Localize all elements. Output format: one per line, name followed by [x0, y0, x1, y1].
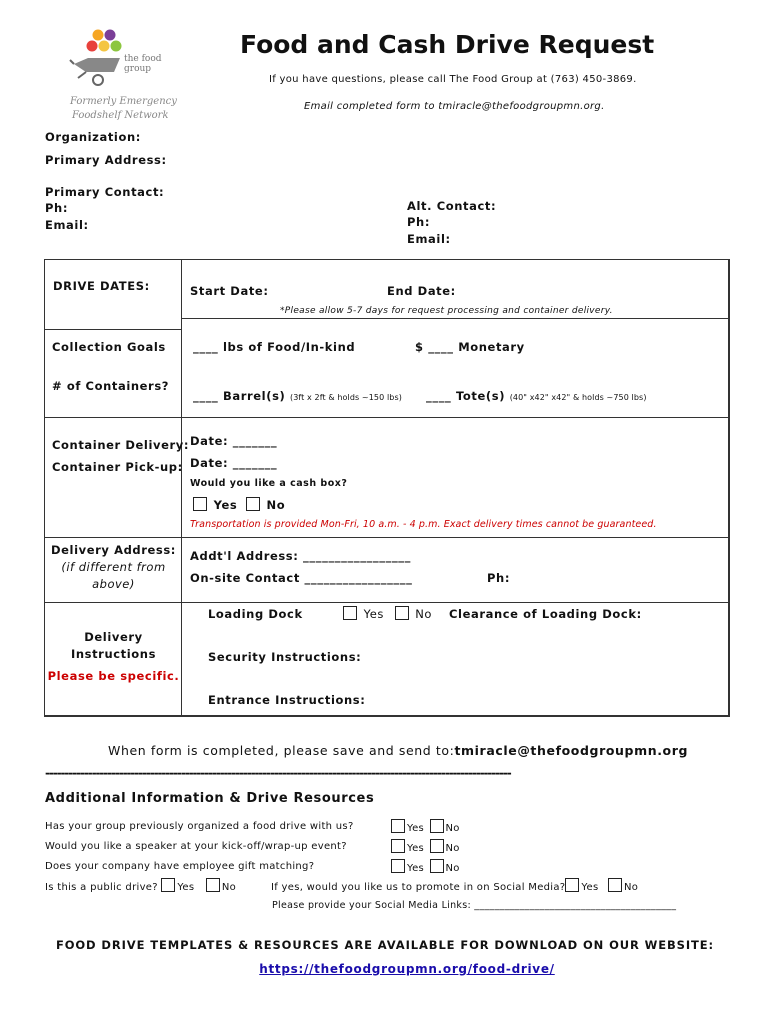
yes-label: Yes [581, 882, 599, 893]
row-divider [45, 537, 730, 538]
organization-label: Organization: [45, 130, 141, 144]
ph-label: Ph: [45, 201, 69, 215]
logo-formerly-1: Formerly Emergency [70, 96, 177, 107]
security-instructions-label: Security Instructions: [208, 650, 362, 664]
pickup-date-field[interactable]: Date: _______ [190, 456, 278, 470]
social-promote-row [271, 878, 638, 893]
send-line [108, 743, 688, 758]
email-label: Email: [45, 218, 89, 232]
be-specific-label: Please be specific. [47, 669, 180, 683]
public-drive-row [45, 878, 236, 893]
container-delivery-label: Container Delivery: [52, 438, 190, 452]
barrel-field[interactable] [193, 389, 402, 403]
gift-matching-options [391, 859, 460, 874]
email-line: Email completed form to tmiracle@thefoodgroupmn.org. [304, 101, 605, 112]
alt-contact-label: Alt. Contact: [407, 199, 497, 213]
prev-drive-yes-checkbox[interactable] [391, 819, 405, 833]
yes-label: Yes [407, 863, 425, 874]
send-prefix: When form is completed, please save and send to: [108, 743, 455, 758]
alt-email-label: Email: [407, 232, 451, 246]
social-links-field[interactable]: Please provide your Social Media Links: ________________________________________ [272, 900, 677, 911]
container-pickup-label: Container Pick-up: [52, 460, 183, 474]
question-prev-drive: Has your group previously organized a food drive with us? [45, 821, 354, 832]
no-label: No [266, 498, 286, 512]
delivery-date-field[interactable]: Date: _______ [190, 434, 278, 448]
alt-ph-label: Ph: [407, 215, 431, 229]
loading-dock-label: Loading Dock [208, 607, 303, 621]
tote-field[interactable] [426, 389, 647, 403]
logo-word: the food group [124, 54, 162, 74]
cash-box-yes-checkbox[interactable] [193, 497, 207, 511]
gift-matching-yes-checkbox[interactable] [391, 859, 405, 873]
logo-formerly-2: Foodshelf Network [72, 110, 169, 121]
speaker-no-checkbox[interactable] [430, 839, 444, 853]
above-label: above) [92, 577, 135, 591]
loading-dock-options [343, 606, 432, 621]
loading-dock-no-checkbox[interactable] [395, 606, 409, 620]
start-date-label: Start Date: [190, 284, 269, 298]
yes-label: Yes [407, 843, 425, 854]
phone-line: If you have questions, please call The Food Group at (763) 450-3869. [269, 74, 637, 85]
drive-dates-label: DRIVE DATES: [53, 279, 150, 293]
food-drive-link[interactable]: https://thefoodgroupmn.org/food-drive/ [259, 962, 555, 976]
onsite-ph-label: Ph: [487, 571, 511, 585]
entrance-instructions-label: Entrance Instructions: [208, 693, 366, 707]
primary-address-label: Primary Address: [45, 153, 167, 167]
social-yes-checkbox[interactable] [565, 878, 579, 892]
allow-note: *Please allow 5-7 days for request processing and container delivery. [280, 306, 613, 316]
no-label: No [445, 843, 460, 854]
question-public-drive: Is this a public drive? [45, 882, 158, 893]
prev-drive-options [391, 819, 460, 834]
if-different-label: (if different from [61, 560, 166, 574]
no-label: No [445, 863, 460, 874]
loading-dock-yes-checkbox[interactable] [343, 606, 357, 620]
cash-box-no-checkbox[interactable] [246, 497, 260, 511]
lbs-food-field[interactable]: ____ lbs of Food/In-kind [193, 340, 356, 354]
speaker-options [391, 839, 460, 854]
dash-separator: ------------------------------------------------------------------------------------------------------------------------ [45, 766, 511, 780]
addtl-address-field[interactable]: Addt'l Address: _________________ [190, 549, 412, 563]
tote-note: (40" x42" x42" & holds ~750 lbs) [509, 393, 647, 402]
row-divider [45, 329, 182, 330]
transport-note: Transportation is provided Mon-Fri, 10 a.m. - 4 p.m. Exact delivery times cannot be guaranteed. [190, 519, 657, 530]
barrel-label: ____ Barrel(s) [193, 389, 286, 403]
tote-label: ____ Tote(s) [426, 389, 506, 403]
yes-label: Yes [177, 882, 195, 893]
primary-contact-label: Primary Contact: [45, 185, 165, 199]
question-gift-matching: Does your company have employee gift matching? [45, 861, 315, 872]
no-label: No [415, 607, 433, 621]
yes-label: Yes [213, 498, 238, 512]
onsite-contact-field[interactable]: On-site Contact _________________ [190, 571, 413, 585]
no-label: No [445, 823, 460, 834]
no-label: No [623, 882, 639, 893]
prev-drive-no-checkbox[interactable] [430, 819, 444, 833]
row-divider [45, 417, 730, 418]
cash-box-question: Would you like a cash box? [190, 478, 348, 489]
question-speaker: Would you like a speaker at your kick-off/wrap-up event? [45, 841, 347, 852]
collection-goals-label: Collection Goals [52, 340, 166, 354]
logo [64, 26, 177, 122]
additional-heading: Additional Information & Drive Resources [45, 791, 375, 806]
templates-heading: FOOD DRIVE TEMPLATES & RESOURCES ARE AVAILABLE FOR DOWNLOAD ON OUR WEBSITE: [55, 938, 715, 952]
cash-box-options [193, 497, 285, 512]
row-divider [181, 318, 730, 319]
delivery-instructions-label-1: Delivery [84, 630, 143, 644]
end-date-label: End Date: [387, 284, 456, 298]
page-title: Food and Cash Drive Request [240, 30, 655, 59]
delivery-address-label: Delivery Address: [50, 543, 177, 557]
send-email[interactable]: tmiracle@thefoodgroupmn.org [454, 743, 689, 758]
question-social-media: If yes, would you like us to promote in on Social Media? [271, 882, 566, 893]
row-divider [45, 602, 730, 603]
barrel-note: (3ft x 2ft & holds ~150 lbs) [289, 393, 402, 402]
delivery-instructions-label-2: Instructions [70, 647, 157, 661]
monetary-field[interactable]: $ ____ Monetary [415, 340, 525, 354]
public-drive-yes-checkbox[interactable] [161, 878, 175, 892]
no-label: No [221, 882, 237, 893]
yes-label: Yes [407, 823, 425, 834]
public-drive-no-checkbox[interactable] [206, 878, 220, 892]
yes-label: Yes [363, 607, 384, 621]
social-no-checkbox[interactable] [608, 878, 622, 892]
containers-label: # of Containers? [52, 379, 170, 393]
speaker-yes-checkbox[interactable] [391, 839, 405, 853]
gift-matching-no-checkbox[interactable] [430, 859, 444, 873]
clearance-label: Clearance of Loading Dock: [449, 607, 642, 621]
